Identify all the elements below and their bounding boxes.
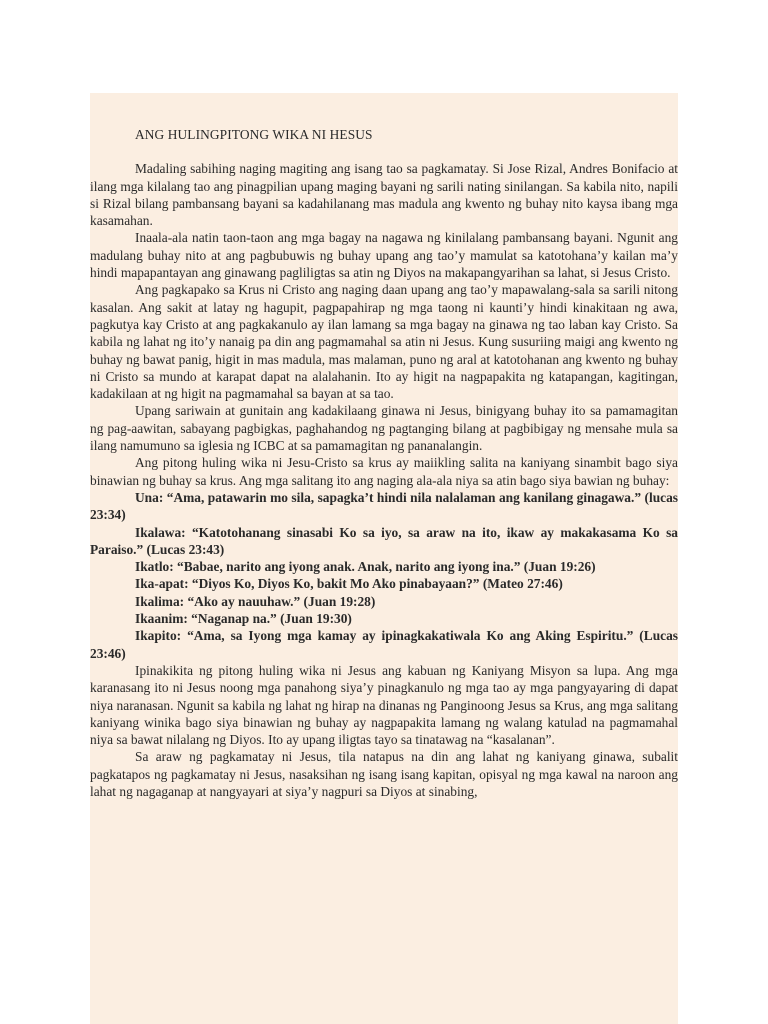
- document-content: [90, 126, 678, 800]
- saying-ikalawa: Ikalawa: “Katotohanang sinasabi Ko sa iyo, sa araw na ito, ikaw ay makakasama Ko sa Paraiso.” (Lucas 23:43): [90, 524, 678, 557]
- saying-ika-apat: Ika-apat: “Diyos Ko, Diyos Ko, bakit Mo Ako pinabayaan?” (Mateo 27:46): [135, 576, 563, 592]
- paragraph: Ipinakikita ng pitong huling wika ni Jesus ang kabuan ng Kaniyang Misyon sa lupa. Ang mga karanasang ito ni Jesus noong mga panahong siya’y pinagkanulo ng mga tao ay mga pangyayaring di dapat niya naranasan. Ngunit sa kabila ng lahat ng hirap na dinanas ng Panginoong Jesus sa Krus, ang mga salitang kaniyang winika bago siya binawian ng buhay ay nagpapakita lamang ng walang katulad na pagmamahal niya sa bawat nilalang ng Diyos. Ito ay upang iligtas tayo sa tinatawag na “kasalanan”.: [90, 662, 678, 748]
- document-page: [90, 93, 678, 1024]
- paragraph: Inaala-ala natin taon-taon ang mga bagay na nagawa ng kinilalang pambansang bayani. Ngunit ang madulang buhay nito at ang pagbubuwis ng buhay upang ang tao’y mamulat sa katotohana’y kailan ma’y hindi mapapantayan ang ginawang pagliligtas sa atin ng Diyos na makapangyarihan sa lahat, si Jesus Cristo.: [90, 230, 678, 281]
- document-title: ANG HULINGPITONG WIKA NI HESUS: [135, 127, 373, 142]
- saying-una: Una: “Ama, patawarin mo sila, sapagka’t hindi nila nalalaman ang kanilang ginagawa.” (lucas 23:34): [90, 489, 678, 523]
- saying-ikapito: Ikapito: “Ama, sa Iyong mga kamay ay ipinagkakatiwala Ko ang Aking Espiritu.” (Lucas 23:46): [90, 628, 678, 661]
- saying-ikatlo: Ikatlo: “Babae, narito ang iyong anak. Anak, narito ang iyong ina.” (Juan 19:26): [135, 559, 596, 575]
- paragraph: Ang pagkapako sa Krus ni Cristo ang naging daan upang ang tao’y mapawalang-sala sa sarili nitong kasalan. Ang sakit at latay ng hagupit, pagpapahirap ng mga taong ni kaunti’y hindi kinakitaan ng awa, pagkutya kay Cristo at ang pagkakanulo ay ilan lamang sa mga bagay na ginawa ng tao laban kay Cristo. Sa kabila ng lahat ng ito’y nanaig pa din ang pagmamahal sa atin ni Jesus. Kung susuriing maigi ang kwento ng buhay ng bawat panig, higit in mas madula, mas malaman, puno ng aral at katotohanan ang kwento ng buhay ni Cristo sa mundo at karapat dapat na alalahanin. Ito ay higit na nagpapakita ng katapangan, kagitingan, kadakilaan at ng higit na pagmamahal sa bayan at sa tao.: [90, 282, 678, 402]
- saying-ikaanim: Ikaanim: “Naganap na.” (Juan 19:30): [135, 611, 352, 627]
- paragraph: Ang pitong huling wika ni Jesu-Cristo sa krus ay maiikling salita na kaniyang sinambit bago siya binawian ng buhay sa krus. Ang mga salitang ito ang naging ala-ala niya sa atin bago siya bawian ng buhay:: [90, 455, 678, 488]
- paragraph: Madaling sabihing naging magiting ang isang tao sa pagkamatay. Si Jose Rizal, Andres Bonifacio at ilang mga kilalang tao ang pinagpilian upang maging bayani ng sarili nating sinilangan. Sa kabila nito, napili si Rizal bilang pambansang bayani sa kadahilanang mas madula ang kwento ng buhay nito kaysa ibang mga kasamahan.: [90, 161, 678, 229]
- saying-ikalima: Ikalima: “Ako ay nauuhaw.” (Juan 19:28): [135, 593, 376, 609]
- paragraph: Sa araw ng pagkamatay ni Jesus, tila natapus na din ang lahat ng kaniyang ginawa, subalit pagkatapos ng pagkamatay ni Jesus, nasaksihan ng isang isang kapitan, opisyal ng mga kawal na naroon ang lahat ng nagaganap at nangyayari at siya’y nagpuri sa Diyos at sinabing,: [90, 749, 678, 799]
- paragraph: Upang sariwain at gunitain ang kadakilaang ginawa ni Jesus, binigyang buhay ito sa pamamagitan ng pag-aawitan, sabayang pagbigkas, paghahandog ng pagtanging bilang at pagbibigay ng mensahe mula sa ilang namumuno sa iglesia ng ICBC at sa pamamagitan ng pananalangin.: [90, 403, 678, 454]
